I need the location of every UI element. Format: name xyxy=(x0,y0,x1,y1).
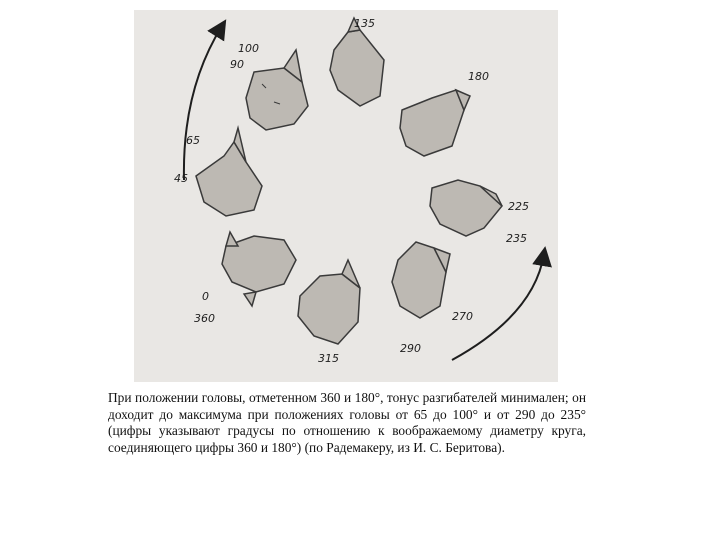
head-sketch-225 xyxy=(430,180,502,236)
rotation-arrow-lower-right xyxy=(452,254,544,360)
degree-label-135: 135 xyxy=(354,17,375,30)
degree-label-315: 315 xyxy=(318,352,339,365)
degree-label-180: 180 xyxy=(468,70,489,83)
degree-label-225: 225 xyxy=(508,200,529,213)
head-sketch-135 xyxy=(330,18,384,106)
head-sketch-180 xyxy=(400,90,470,156)
degree-label-360: 360 xyxy=(194,312,215,325)
head-sketch-45 xyxy=(196,128,262,216)
head-sketch-315 xyxy=(298,260,360,344)
illustration-figure xyxy=(134,10,558,382)
figure-caption: При положении головы, отметенном 360 и 180°, тонус разгибателей минимален; он доходит до максимума при положениях головы от 65 до 100° и от 290 до 235° (цифры указывают градусы по отношению к воображаемому диаметру круга, соединяющего цифры 360 и 180°) (по Радемакеру, из И. С. Беритова). xyxy=(108,390,586,455)
degree-label-100: 100 xyxy=(238,42,259,55)
head-sketch-270 xyxy=(392,242,450,318)
degree-label-65: 65 xyxy=(186,134,200,147)
head-sketch-0-360 xyxy=(222,232,296,306)
head-sketch-100 xyxy=(246,50,308,130)
degree-label-290: 290 xyxy=(400,342,421,355)
degree-label-45: 45 xyxy=(174,172,188,185)
degree-label-0: 0 xyxy=(202,290,209,303)
degree-label-235: 235 xyxy=(506,232,527,245)
degree-label-90: 90 xyxy=(230,58,244,71)
head-positions-diagram xyxy=(134,10,558,382)
rotation-arrow-upper-left xyxy=(184,26,222,180)
degree-label-270: 270 xyxy=(452,310,473,323)
